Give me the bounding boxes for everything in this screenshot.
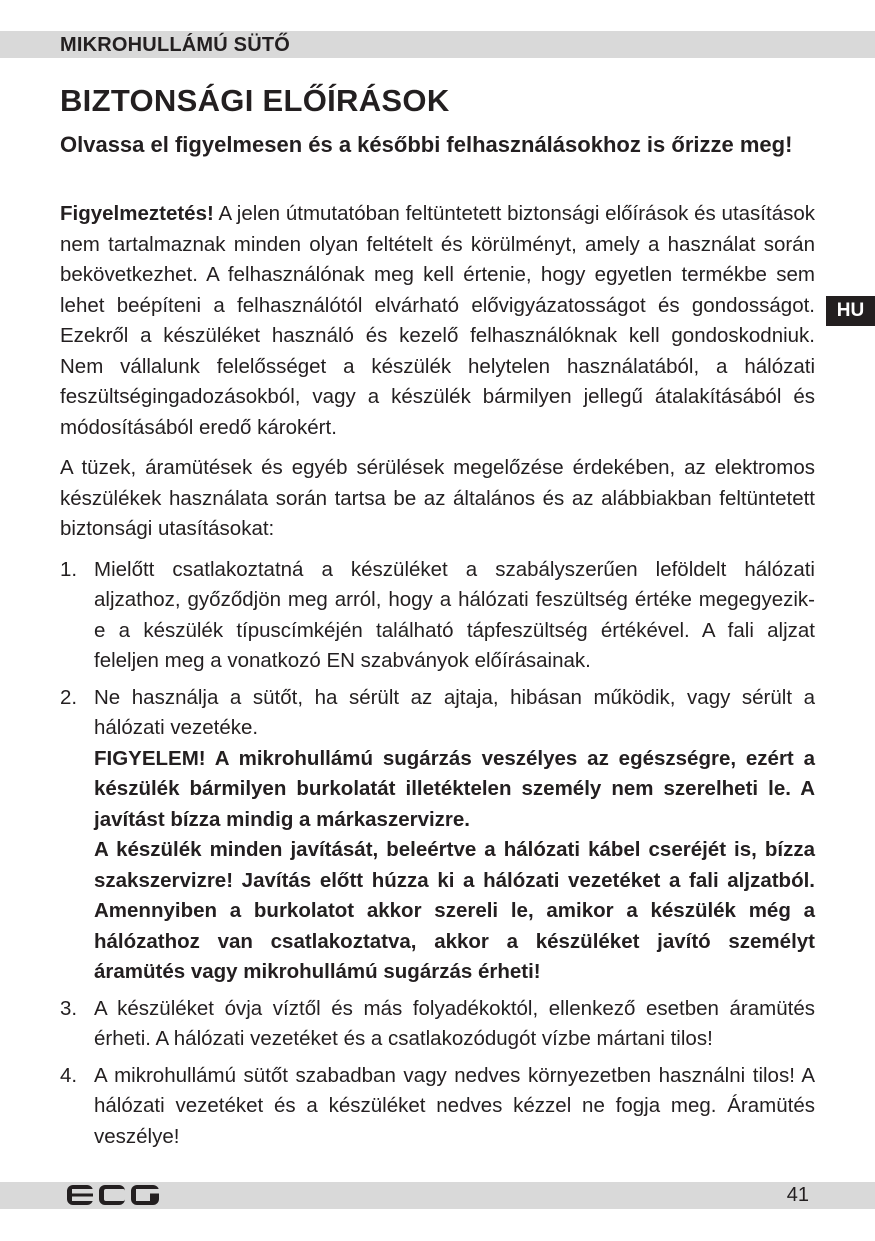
language-tab: HU (826, 296, 875, 326)
intro-lead: Figyelmeztetés! (60, 202, 214, 225)
page-title: BIZTONSÁGI ELŐÍRÁSOK (60, 83, 450, 118)
page-number: 41 (786, 1184, 809, 1206)
list-item-text: A készüléket óvja víztől és más folyadékoktól, ellenkező esetben áramütés érheti. A hálózati vezetéket és a csatlakozódugót vízbe mártani tilos! (94, 996, 815, 1050)
list-number: 4. (60, 1063, 78, 1087)
intro-text: A jelen útmutatóban feltüntetett biztonsági előírások és utasítások nem tartalmaznak minden olyan feltételt és körülményt, amely a használat során bekövetkezhet. A felhasználónak meg kell értenie, hogy egyetlen termékbe sem lehet beépíteni a felhasználótól elvárható elővigyázatosságot és gondosságot. Ezekről a készüléket használó és kezelő felhasználóknak kell gondoskodniuk. Nem vállalunk felelősséget a készülék helytelen használatából, a hálózati feszültségingadozásokból, vagy a készülék bármilyen jellegű átalakításából és módosításából eredő károkért. (60, 202, 815, 439)
safety-list (60, 555, 815, 1153)
list-item-text: Ne használja a sütőt, ha sérült az ajtaja, hibásan működik, vagy sérült a hálózati vezetéke. (94, 685, 815, 739)
list-number: 2. (60, 685, 78, 709)
warning-text: FIGYELEM! A mikrohullámú sugárzás veszélyes az egészségre, ezért a készülék bármilyen burkolatát illetéktelen személy nem szerelheti le. A javítást bízza mindig a márkaszervizre. (94, 746, 815, 831)
list-number: 1. (60, 557, 78, 581)
body-text (60, 199, 815, 1152)
list-item-text: Mielőtt csatlakoztatná a készüléket a szabályszerűen leföldelt hálózati aljzathoz, győződjön meg arról, hogy a hálózati feszültség értéke megegyezik-e a készülék típuscímkéjén található tápfeszültség értékével. A fali aljzat feleljen meg a vonatkozó EN szabványok előírásainak. (94, 557, 815, 672)
intro-paragraph (60, 199, 815, 443)
page-subtitle: Olvassa el figyelmesen és a későbbi felhasználásokhoz is őrizze meg! (60, 132, 793, 157)
paragraph-2: A tüzek, áramütések és egyéb sérülések megelőzése érdekében, az elektromos készülékek használata során tartsa be az általános és az alábbiakban feltüntetett biztonsági utasításokat: (60, 456, 815, 540)
warning-text: A készülék minden javítását, beleértve a hálózati kábel cseréjét is, bízza szakszervizre! Javítás előtt húzza ki a hálózati vezetéket a fali aljzatból. Amennyiben a burkolatot akkor szereli le, amikor a készülék még a hálózathoz van csatlakoztatva, akkor a készüléket javító személyt áramütés vagy mikrohullámú sugárzás érheti! (94, 838, 815, 983)
list-item (60, 683, 815, 988)
ecg-logo-icon (67, 1185, 159, 1205)
list-number: 3. (60, 996, 78, 1020)
list-item (60, 1061, 815, 1153)
list-item (60, 994, 815, 1055)
section-header: MIKROHULLÁMÚ SÜTŐ (60, 34, 291, 56)
list-item-text: A mikrohullámú sütőt szabadban vagy nedves környezetben használni tilos! A hálózati vezetéket és a készüléket nedves kézzel ne fogja meg. Áramütés veszélye! (94, 1063, 815, 1148)
ecg-logo (67, 1185, 159, 1210)
list-item (60, 555, 815, 677)
